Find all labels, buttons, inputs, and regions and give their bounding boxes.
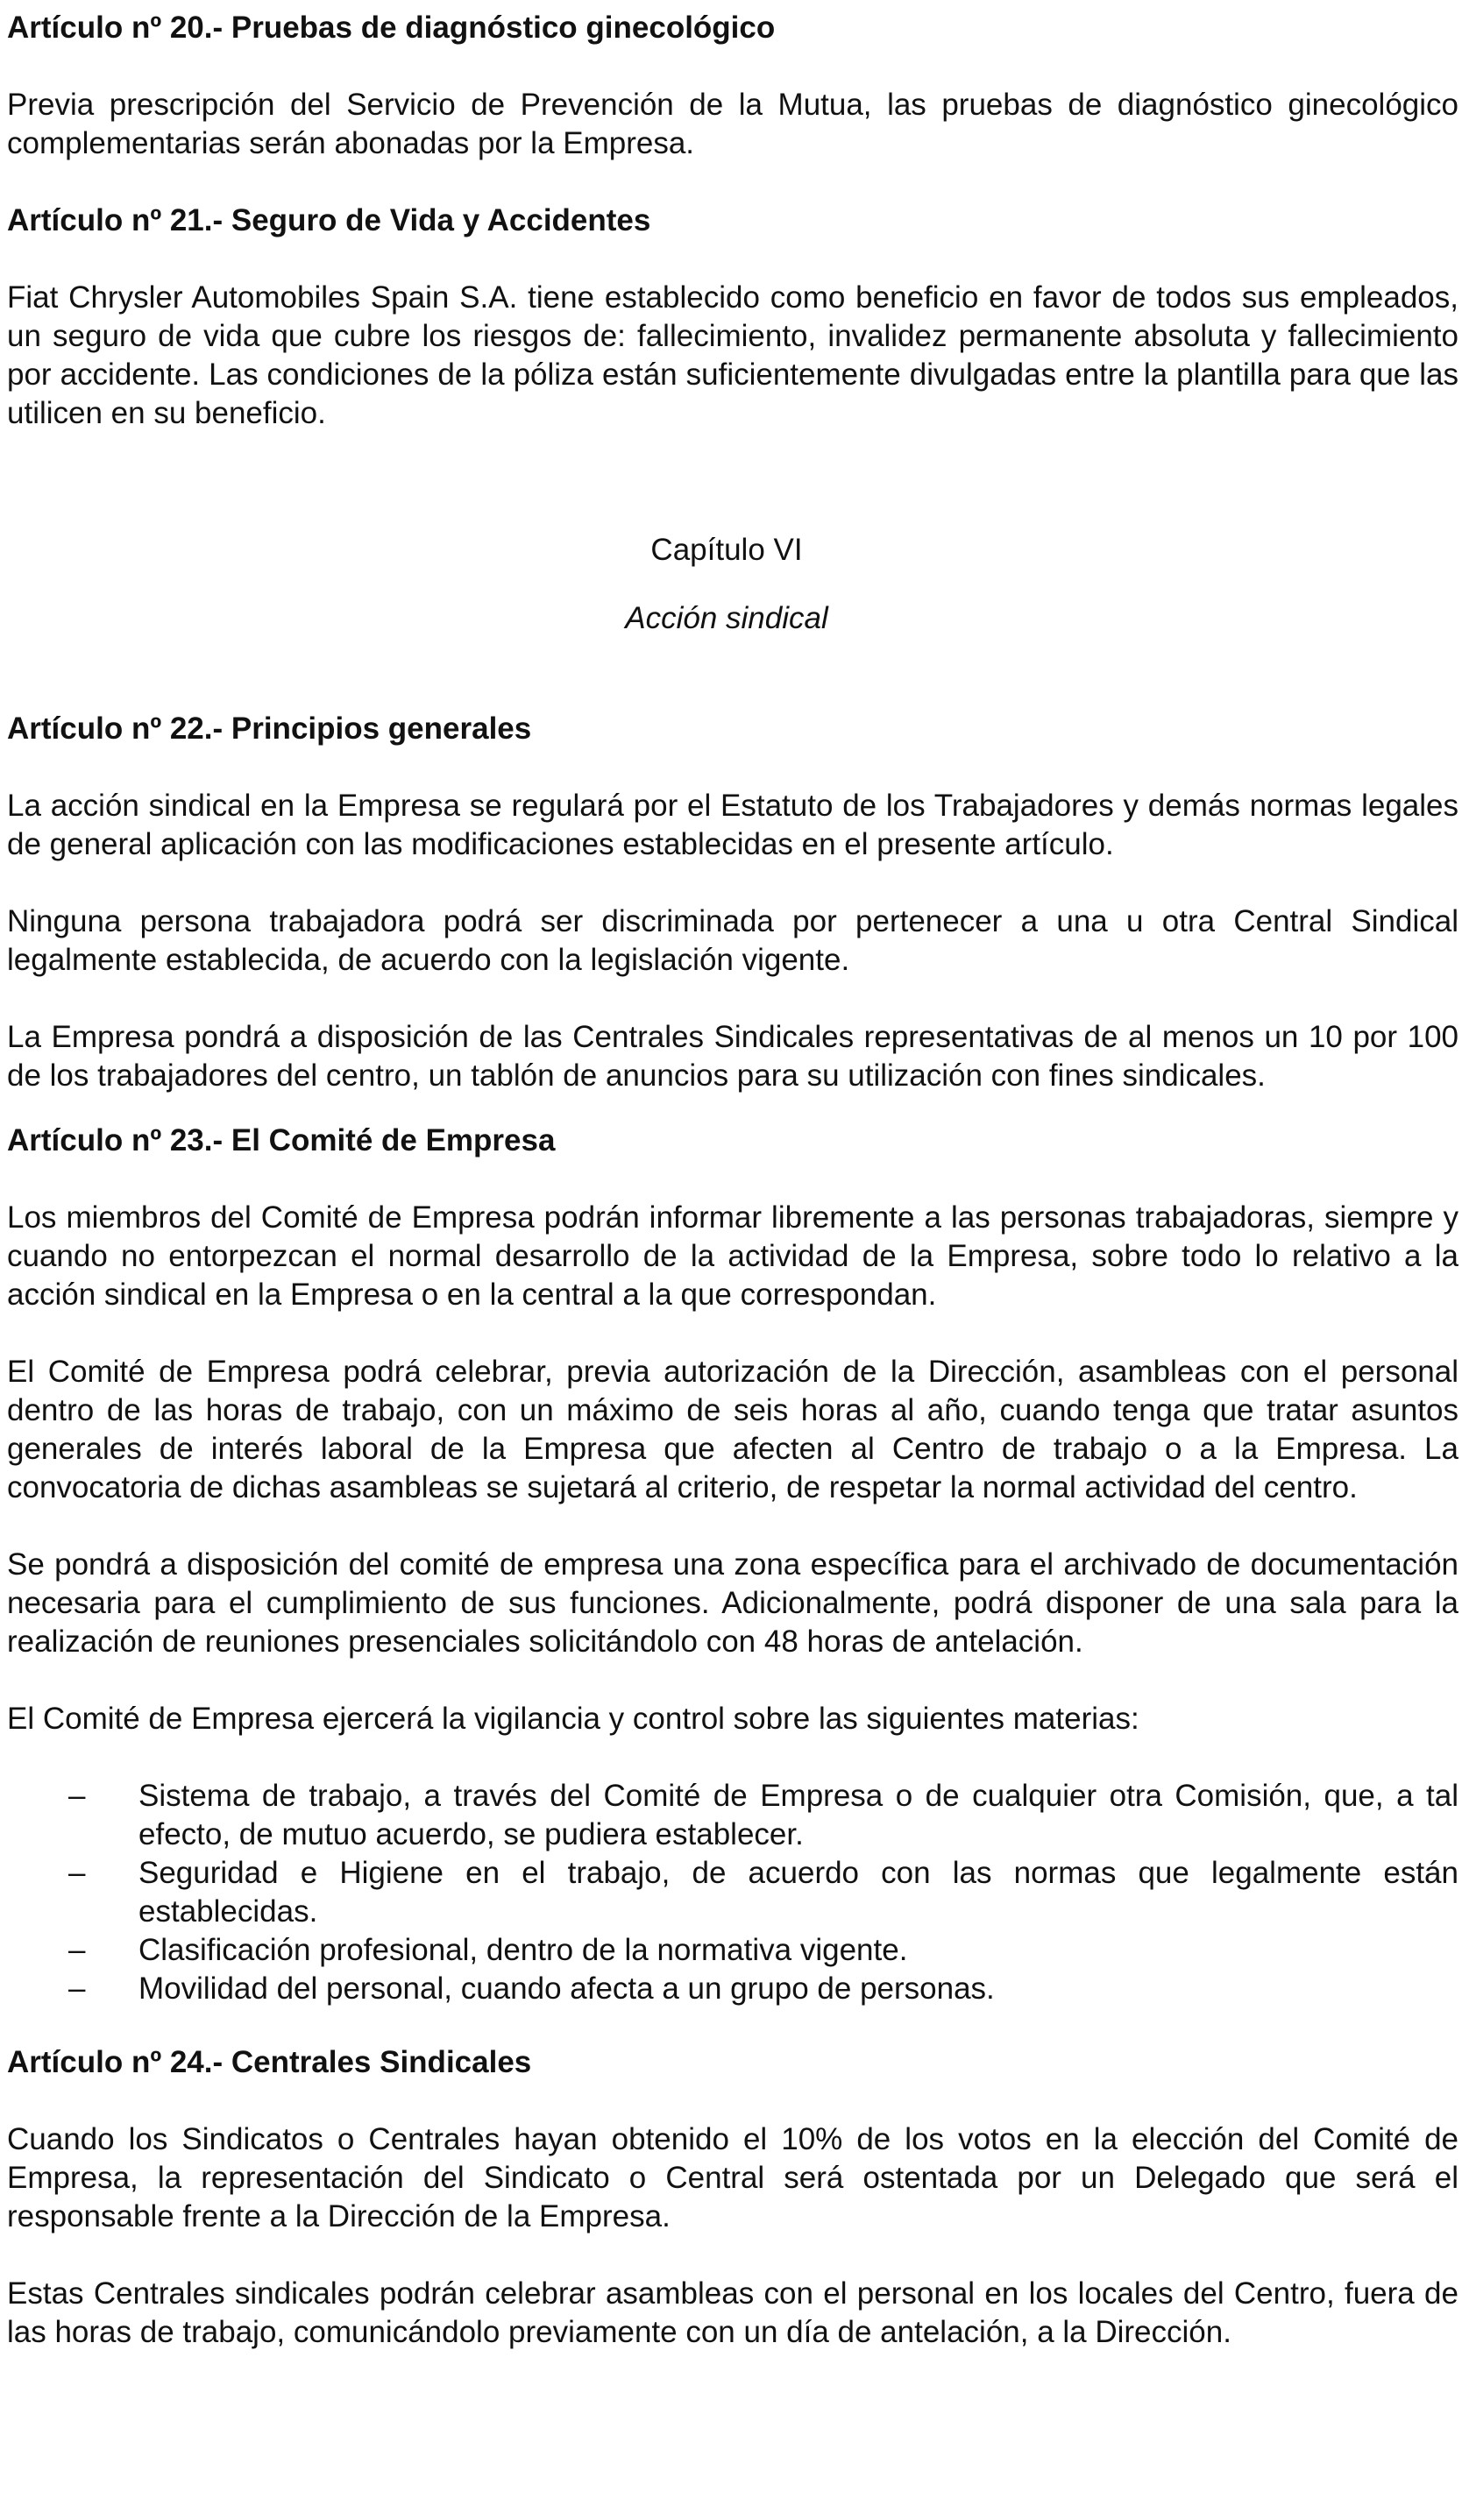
article-22-paragraph-2: Ninguna persona trabajadora podrá ser discriminada por pertenecer a una u otra Central Sindical legalmente establecida, de acuerdo con la legislación vigente. [7, 904, 1458, 977]
dash-bullet: – [68, 1971, 86, 2006]
article-20-heading: Artículo nº 20.- Pruebas de diagnóstico ginecológico [7, 11, 776, 45]
list-item [7, 1931, 1458, 1970]
article-23-heading: Artículo nº 23.- El Comité de Empresa [7, 1123, 556, 1157]
article-20-paragraph-1: Previa prescripción del Servicio de Prevención de la Mutua, las pruebas de diagnóstico ginecológico complementarias serán abonadas por la Empresa. [7, 88, 1458, 160]
dash-bullet: – [68, 1779, 86, 1813]
article-21-heading: Artículo nº 21.- Seguro de Vida y Accidentes [7, 203, 651, 237]
list-item [7, 1777, 1458, 1854]
article-23-paragraph-2: El Comité de Empresa podrá celebrar, previa autorización de la Dirección, asambleas con el personal dentro de las horas de trabajo, con un máximo de seis horas al año, cuando tenga que tratar asuntos generales de interés laboral de la Empresa que afecten al Centro de trabajo o a la Empresa. La convocatoria de dichas asambleas se sujetará al criterio, de respetar la normal actividad del centro. [7, 1355, 1458, 1504]
list-item-text: Seguridad e Higiene en el trabajo, de acuerdo con las normas que legalmente están establecidas. [138, 1856, 1458, 1929]
article-23-paragraph-1: Los miembros del Comité de Empresa podrán informar libremente a las personas trabajadoras, siempre y cuando no entorpezcan el normal desarrollo de la actividad de la Empresa, sobre todo lo relativo a la acción sindical en la Empresa o en la central a la que correspondan. [7, 1200, 1458, 1312]
article-22-paragraph-3: La Empresa pondrá a disposición de las Centrales Sindicales representativas de al menos un 10 por 100 de los trabajadores del centro, un tablón de anuncios para su utilización con fines sindicales. [7, 1020, 1458, 1093]
list-item-text: Movilidad del personal, cuando afecta a un grupo de personas. [138, 1971, 995, 2006]
chapter-title: Acción sindical [625, 601, 828, 635]
article-23-list [7, 1777, 1458, 2008]
article-24-heading: Artículo nº 24.- Centrales Sindicales [7, 2045, 532, 2079]
list-item-text: Sistema de trabajo, a través del Comité de Empresa o de cualquier otra Comisión, que, a tal efecto, de mutuo acuerdo, se pudiera establecer. [138, 1779, 1458, 1851]
document-page [7, 9, 1458, 2352]
chapter-number: Capítulo VI [650, 533, 803, 567]
list-item [7, 1854, 1458, 1931]
article-22-paragraph-1: La acción sindical en la Empresa se regulará por el Estatuto de los Trabajadores y demás normas legales de general aplicación con las modificaciones establecidas en el presente artículo. [7, 789, 1458, 861]
article-24-paragraph-1: Cuando los Sindicatos o Centrales hayan obtenido el 10% de los votos en la elección del Comité de Empresa, la representación del Sindicato o Central será ostentada por un Delegado que será el responsable frente a la Dirección de la Empresa. [7, 2122, 1458, 2233]
article-22-heading: Artículo nº 22.- Principios generales [7, 711, 532, 746]
article-23-paragraph-4: El Comité de Empresa ejercerá la vigilancia y control sobre las siguientes materias: [7, 1702, 1139, 1736]
article-23-paragraph-3: Se pondrá a disposición del comité de empresa una zona específica para el archivado de documentación necesaria para el cumplimiento de sus funciones. Adicionalmente, podrá disponer de una sala para la realización de reuniones presenciales solicitándolo con 48 horas de antelación. [7, 1547, 1458, 1659]
dash-bullet: – [68, 1933, 86, 1967]
article-21-paragraph-1: Fiat Chrysler Automobiles Spain S.A. tiene establecido como beneficio en favor de todos sus empleados, un seguro de vida que cubre los riesgos de: fallecimiento, invalidez permanente absoluta y fallecimiento por accidente. Las condiciones de la póliza están suficientemente divulgadas entre la plantilla para que las utilicen en su beneficio. [7, 280, 1458, 430]
list-item-text: Clasificación profesional, dentro de la normativa vigente. [138, 1933, 908, 1967]
dash-bullet: – [68, 1856, 86, 1890]
list-item [7, 1970, 1458, 2008]
article-24-paragraph-2: Estas Centrales sindicales podrán celebrar asambleas con el personal en los locales del Centro, fuera de las horas de trabajo, comunicándolo previamente con un día de antelación, a la Dirección. [7, 2276, 1458, 2349]
